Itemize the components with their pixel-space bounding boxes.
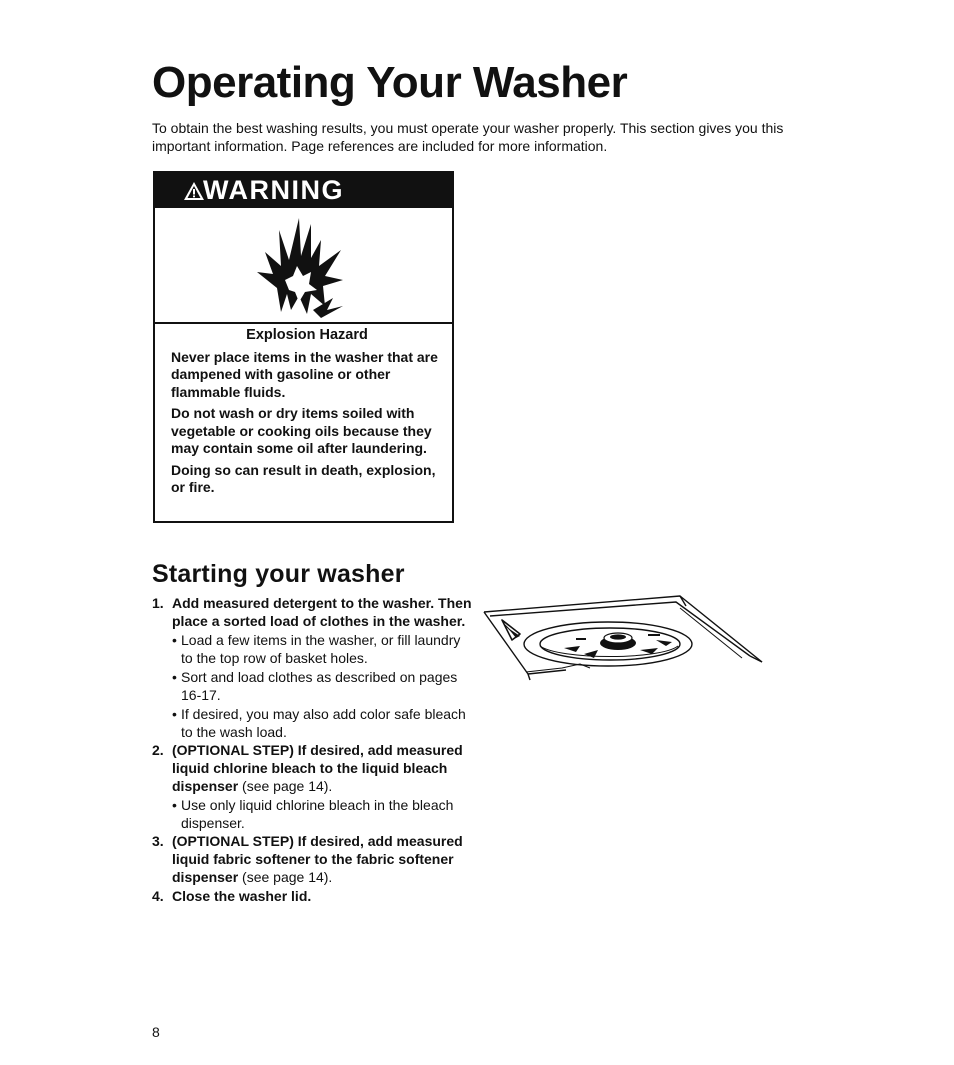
explosion-icon	[251, 214, 351, 318]
step-number: 2.	[152, 742, 164, 758]
hazard-title: Explosion Hazard	[246, 327, 368, 343]
step-bullet: • Use only liquid chlorine bleach in the bleach dispenser.	[172, 797, 454, 831]
step-bullet: • Sort and load clothes as described on pages 16-17.	[172, 669, 458, 703]
warning-header-text: WARNING	[203, 175, 344, 205]
step-instruction: Close the washer lid.	[172, 888, 312, 904]
step-bullet: • If desired, you may also add color safe bleach to the wash load.	[172, 706, 466, 740]
bullet-text: Load a few items in the washer, or fill laundry to the top row of basket holes.	[181, 632, 461, 666]
step-instruction: (OPTIONAL STEP) If desired, add measured liquid fabric softener to the fabric softener dispenser	[172, 833, 463, 885]
step-number: 1.	[152, 595, 164, 611]
page-number: 8	[152, 1024, 160, 1040]
warning-box	[153, 171, 454, 523]
step-instruction: (OPTIONAL STEP) If desired, add measured liquid chlorine bleach to the liquid bleach dispenser	[172, 742, 463, 794]
washer-illustration	[480, 588, 770, 684]
intro-paragraph: To obtain the best washing results, you must operate your washer properly. This section gives you this important information. Page references are included for more information.	[152, 120, 784, 154]
page-title: Operating Your Washer	[152, 58, 628, 107]
warning-header	[155, 173, 452, 208]
step-item	[152, 887, 472, 905]
step-item	[152, 741, 472, 795]
warning-triangle-icon	[183, 181, 205, 201]
step-bullet: • Load a few items in the washer, or fill laundry to the top row of basket holes.	[172, 632, 461, 666]
step-instruction: Add measured detergent to the washer. Then place a sorted load of clothes in the washer.	[172, 595, 472, 629]
section-heading: Starting your washer	[152, 560, 405, 588]
warning-text	[171, 327, 443, 501]
bullet-text: Sort and load clothes as described on pages 16-17.	[181, 669, 458, 703]
warning-paragraph: Never place items in the washer that are dampened with gasoline or other flammable fluids.	[171, 348, 438, 400]
steps-list	[152, 594, 472, 906]
step-item	[152, 832, 472, 886]
warning-paragraph: Doing so can result in death, explosion, or fire.	[171, 461, 436, 495]
step-number: 4.	[152, 888, 164, 904]
bullet-text: Use only liquid chlorine bleach in the bleach dispenser.	[181, 797, 454, 831]
step-note: (see page 14).	[238, 778, 333, 794]
step-item	[152, 594, 472, 630]
warning-pictogram-area	[155, 208, 452, 324]
step-number: 3.	[152, 833, 164, 849]
step-note: (see page 14).	[238, 869, 333, 885]
warning-paragraph: Do not wash or dry items soiled with vegetable or cooking oils because they may contain some oil after laundering.	[171, 405, 432, 456]
bullet-text: If desired, you may also add color safe bleach to the wash load.	[181, 706, 466, 740]
